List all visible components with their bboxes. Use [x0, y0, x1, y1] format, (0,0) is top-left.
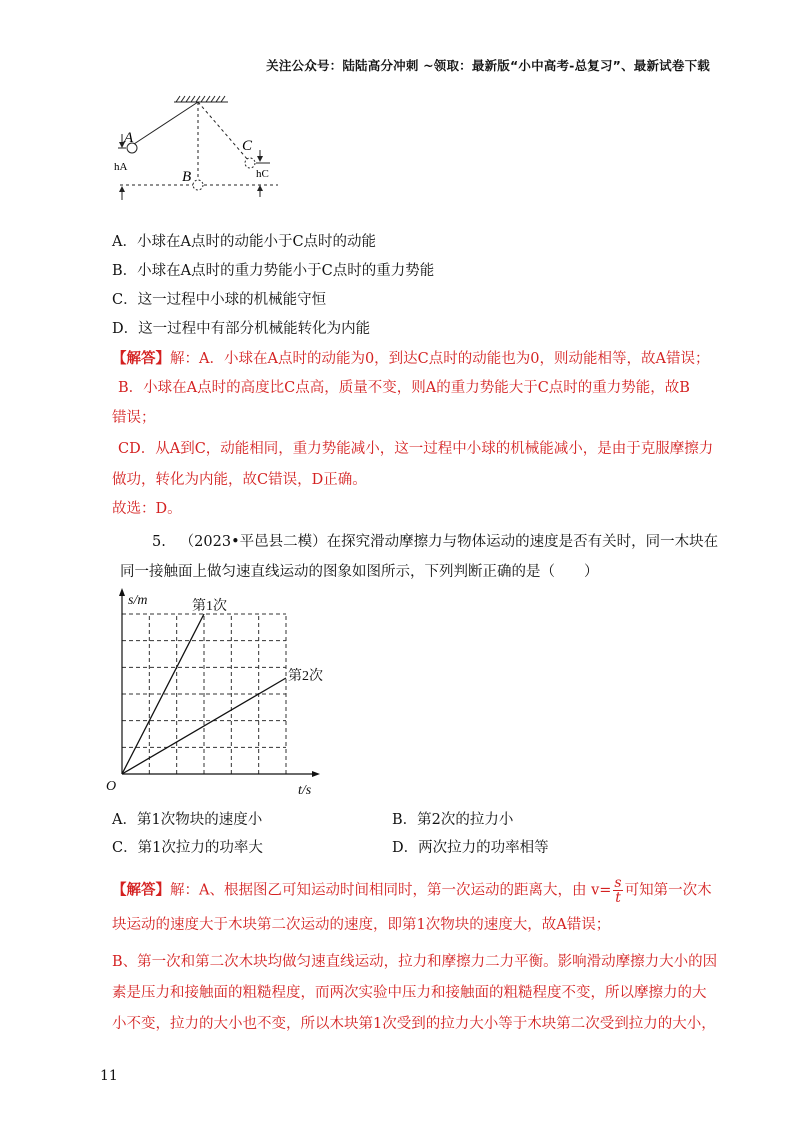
fraction-denominator: t [615, 890, 621, 906]
y-axis-label: s/m [128, 593, 148, 608]
origin-label: O [106, 779, 117, 794]
q5-answer-line5: 小不变，拉力的大小也不变，所以木块第1次受到的拉力大小等于木块第二次受到拉力的大小， [112, 1016, 716, 1032]
label-ha: hA [114, 161, 128, 173]
q5-st-chart [100, 588, 340, 800]
q5-answer-text1: 解：A、根据图乙可知运动时间相同时，第一次运动的距离大，由 v= [170, 882, 612, 899]
q4-answer-line1 [112, 349, 709, 369]
series-label-1: 第1次 [192, 599, 227, 614]
pendulum-figure [110, 92, 290, 202]
q4-answer-line3: 错误； [112, 410, 156, 426]
q5-option-b: B．第2次的拉力小 [392, 812, 514, 828]
q4-answer-text1: 解：A．小球在A点时的动能为0，到达C点时的动能也为0，则动能相等，故A错误； [170, 351, 710, 367]
q4-option-c: C．这一过程中小球的机械能守恒 [112, 292, 327, 308]
string-c [198, 102, 248, 160]
string-a [134, 102, 198, 144]
q5-stem-line1 [152, 532, 718, 552]
q4-option-d: D．这一过程中有部分机械能转化为内能 [112, 321, 371, 337]
ball-c [245, 158, 255, 168]
q5-option-a: A．第1次物块的速度小 [112, 812, 263, 828]
q5-number: 5. [152, 534, 166, 550]
q4-answer-tag: 【解答】 [112, 350, 170, 367]
x-axis-label: t/s [298, 783, 312, 798]
chart-labels [106, 593, 323, 798]
ball-b [193, 180, 203, 190]
q5-answer-line2: 块运动的速度大于木块第二次运动的速度，即第1次物块的速度大，故A错误； [112, 917, 611, 933]
q4-answer-line6: 故选：D。 [112, 501, 182, 517]
q4-option-b: B．小球在A点时的重力势能小于C点时的重力势能 [112, 263, 435, 279]
q5-answer-line3: B、第一次和第二次木块均做匀速直线运动，拉力和摩擦力二力平衡。影响滑动摩擦力大小的因 [112, 954, 718, 970]
chart-grid [122, 614, 286, 774]
q5-answer-text1b: 可知第一次木 [624, 882, 712, 899]
q5-answer-line1 [112, 876, 712, 905]
q5-answer-line4: 素是压力和接触面的粗糙程度，而两次实验中压力和接触面的粗糙程度不变，所以摩擦力的大 [112, 985, 707, 1001]
label-c: C [242, 138, 253, 154]
q4-answer-line5: 做功，转化为内能，故C错误，D正确。 [112, 472, 367, 488]
label-hc: hC [256, 168, 269, 180]
q5-option-d: D．两次拉力的功率相等 [392, 840, 549, 856]
label-a: A [124, 130, 134, 146]
page-number: 11 [100, 1068, 118, 1084]
fraction-numerator: s [614, 875, 622, 891]
q5-option-c: C．第1次拉力的功率大 [112, 840, 263, 856]
label-b: B [182, 169, 192, 185]
q4-option-a: A．小球在A点时的动能小于C点时的动能 [112, 234, 377, 250]
q5-stem-line2: 同一接触面上做匀速直线运动的图象如图所示，下列判断正确的是（ ） [120, 564, 599, 580]
q5-answer-tag: 【解答】 [112, 881, 170, 899]
series-label-2: 第2次 [288, 669, 323, 684]
x-axis-arrow [312, 771, 320, 777]
velocity-fraction [613, 876, 622, 905]
q4-answer-line2: B．小球在A点时的高度比C点高，质量不变，则A的重力势能大于C点时的重力势能，故B [118, 380, 690, 396]
ceiling-hatch [174, 96, 228, 102]
page-header: 关注公众号：陆陆高分冲刺 ~领取：最新版“小中高考-总复习”、最新试卷下载 [266, 58, 710, 73]
q4-answer-line4: CD．从A到C，动能相同，重力势能减小，这一过程中小球的机械能减小，是由于克服摩擦力 [118, 441, 714, 457]
y-axis-arrow [119, 588, 125, 596]
q5-stem-text1: （2023•平邑县二模）在探究滑动摩擦力与物体运动的速度是否有关时，同一木块在 [179, 534, 719, 550]
